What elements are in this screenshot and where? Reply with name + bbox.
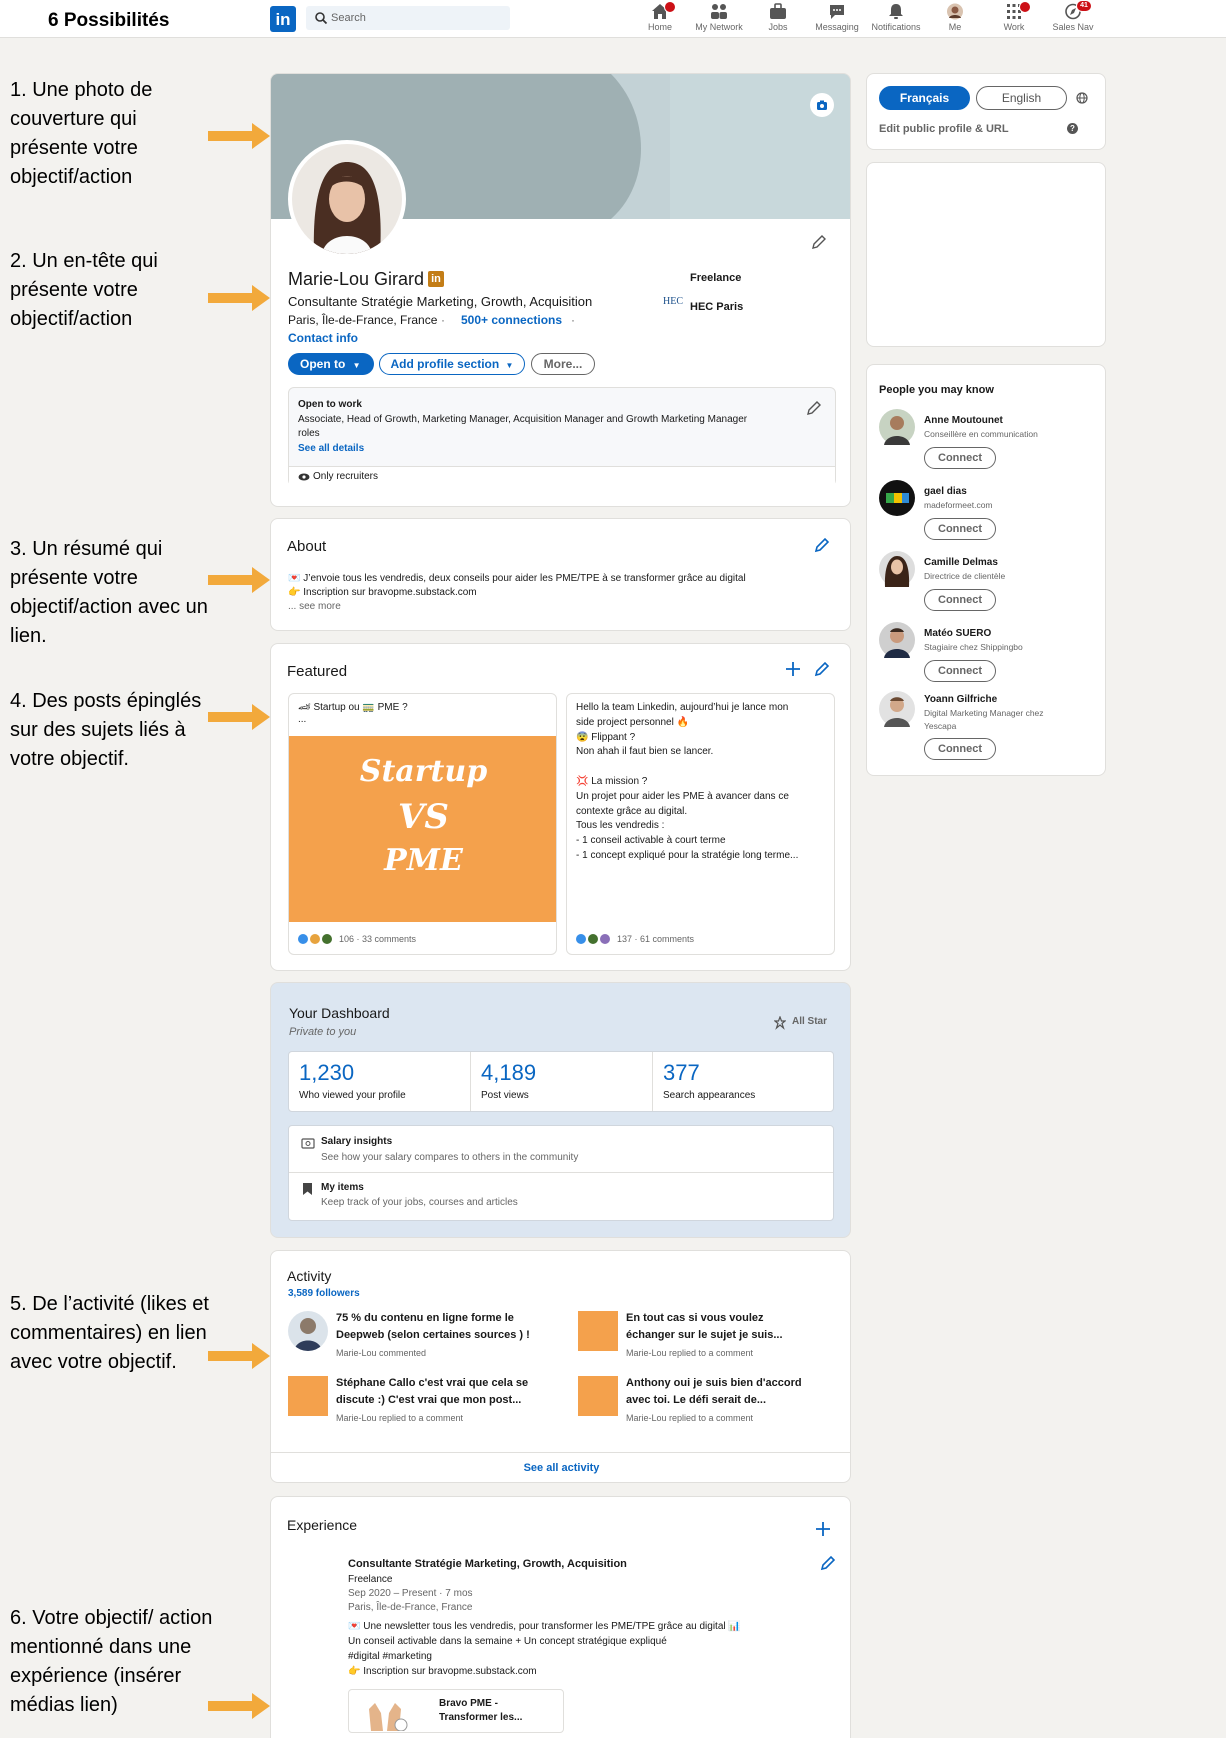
activity-meta: Marie-Lou replied to a comment [626,1348,754,1358]
post-2-line: Un projet pour aider les PME à avancer dans ce [576,790,789,802]
hec-logo: HEC [663,296,683,307]
annotation-4: 4. Des posts épinglés sur des sujets liés à votre objectif. [10,690,202,770]
activity-line-2: Deepweb (selon certaines sources ) ! [336,1329,530,1341]
post-2-line: Hello la team Linkedin, aujourd’hui je lance mon [576,702,789,713]
experience-dates: Sep 2020 – Present · 7 mos [348,1588,473,1599]
person-avatar[interactable] [879,691,915,727]
activity-thumbnail [578,1311,618,1351]
profile-headline: Consultante Stratégie Marketing, Growth, Acquisition [288,294,593,309]
annotation-6: 6. Votre objectif/ action mentionné dans une expérience (insérer médias lien) [10,1607,213,1716]
school-name[interactable]: HEC Paris [690,301,744,313]
reaction-icons [576,933,612,945]
eye-icon [298,473,310,481]
activity-line-1: Anthony oui je suis bien d'accord [626,1377,802,1389]
add-featured-plus-icon[interactable] [785,661,801,677]
person-title: Conseillère en communication [924,429,1038,439]
activity-thumbnail [288,1311,328,1351]
nav-sales-nav-label: Sales Nav [1052,22,1094,32]
featured-post-2-stats[interactable]: 137 · 61 comments [617,934,695,944]
activity-item[interactable] [288,1376,558,1432]
image-text-startup: Startup [359,754,488,789]
post-2-line: - 1 conseil activable à court terme [576,835,726,847]
dashboard-tools [288,1125,834,1221]
experience-desc-line: 💌 Une newsletter tous les vendredis, pour transformer les PME/TPE grâce au digital 📊 [348,1621,741,1632]
activity-line-1: En tout cas si vous voulez [626,1312,764,1324]
image-text-vs: VS [398,797,449,837]
open-to-work-box[interactable] [288,387,836,486]
messaging-icon [828,3,846,20]
nav-my-network-label: My Network [695,22,743,32]
dashboard-card [270,982,851,1238]
person-name[interactable]: Camille Delmas [924,557,998,568]
my-items-desc: Keep track of your jobs, courses and articles [321,1197,518,1208]
my-items-title: My items [321,1182,364,1193]
followers-count[interactable]: 3,589 followers [288,1288,360,1299]
star-level-icon [774,1016,786,1030]
dashboard-title: Your Dashboard [289,1005,390,1021]
arrow-icon [208,1341,270,1371]
edit-open-to-work-pencil-icon[interactable] [806,400,822,416]
featured-post-1[interactable] [288,693,557,955]
connections-link[interactable]: 500+ connections [461,313,563,327]
more-button[interactable]: More... [531,353,595,375]
activity-item[interactable] [578,1311,848,1367]
search-placeholder: Search [331,12,366,24]
profile-card [270,73,851,507]
nav-home[interactable] [627,0,693,38]
connect-button[interactable]: Connect [924,518,996,540]
experience-location: Paris, Île-de-France, France [348,1602,473,1613]
person-name[interactable]: Yoann Gilfriche [924,694,998,705]
activity-meta: Marie-Lou replied to a comment [626,1413,754,1423]
activity-meta: Marie-Lou commented [336,1348,427,1358]
image-text-pme: PME [384,843,463,878]
open-to-button[interactable] [288,353,374,375]
nav-jobs[interactable] [745,0,811,38]
activity-line-2: discute :) C'est vrai que mon post... [336,1394,522,1406]
annotation-2: 2. Un en-tête qui présente votre objectif/action [10,250,158,330]
nav-messaging[interactable] [804,0,870,38]
pymk-person [867,480,1106,550]
featured-card [270,643,851,971]
home-badge-dot [664,1,676,13]
person-avatar[interactable] [879,409,915,445]
nav-notifications[interactable] [863,0,929,38]
person-title: Stagiaire chez Shippingbo [924,642,1023,652]
experience-desc-line: Un conseil activable dans la semaine + Un concept stratégique expliqué [348,1636,667,1647]
stat-label: Search appearances [663,1090,756,1101]
sales-nav-badge: 41 [1076,0,1092,12]
salary-insights-row[interactable] [289,1126,833,1173]
connect-button[interactable]: Connect [924,447,996,469]
arrow-icon [208,1691,270,1721]
person-name[interactable]: Matéo SUERO [924,628,992,639]
open-to-label: Open to [300,357,346,371]
edit-public-profile-link[interactable]: Edit public profile & URL [879,123,1009,135]
pymk-person [867,622,1106,692]
nav-me-label: Me [948,22,962,32]
post-2-line: - 1 concept expliqué pour la stratégie long terme... [576,849,799,861]
network-icon [710,3,728,20]
media-title-line-1: Bravo PME - [439,1698,498,1709]
activity-card [270,1250,851,1483]
experience-card [270,1496,851,1738]
language-english-button[interactable]: English [976,86,1067,110]
post-2-line [576,760,828,775]
post-2-line: 💢 La mission ? [576,775,648,787]
edit-featured-pencil-icon[interactable] [814,661,830,677]
arrow-icon [208,565,270,595]
post-2-line: Tous les vendredis : [576,820,665,832]
about-card [270,518,851,631]
person-avatar[interactable] [879,622,915,658]
profile-photo-image [292,144,402,254]
activity-line-2: avec toi. Le défi serait de... [626,1394,766,1406]
profile-location: Paris, Île-de-France, France [288,313,438,327]
bookmark-icon [302,1182,313,1196]
stat-label: Who viewed your profile [299,1090,406,1101]
edit-about-pencil-icon[interactable] [814,537,830,553]
nav-home-label: Home [647,22,672,32]
ad-placeholder-card [866,162,1106,347]
featured-post-1-ellipsis: ... [298,714,307,725]
experience-role: Consultante Stratégie Marketing, Growth, Acquisition [348,1558,627,1570]
annotation-1: 1. Une photo de couverture qui présente votre objectif/action [10,79,153,188]
dashboard-stats-row [288,1051,834,1112]
about-line-2: 👉 Inscription sur bravopme.substack.com [288,587,477,598]
visibility-label: Only recruiters [313,471,379,482]
nav-notifications-label: Notifications [871,22,921,32]
stat-value: 377 [663,1060,700,1085]
current-company[interactable]: Freelance [690,272,742,284]
see-all-details-link[interactable]: See all details [298,443,365,454]
separator-dot: · [571,313,575,327]
activity-line-1: Stéphane Callo c'est vrai que cela se [336,1377,529,1389]
open-to-work-title: Open to work [298,399,362,410]
work-badge-dot [1019,1,1031,13]
post-2-line: contexte grâce au digital. [576,805,688,817]
about-title: About [287,538,327,555]
open-to-work-roles: Associate, Head of Growth, Marketing Manager, Acquisition Manager and Growth Marketing Manager roles [298,414,748,439]
bell-icon [887,3,905,20]
help-icon[interactable]: ? [1067,123,1078,134]
linkedin-logo[interactable]: in [270,6,296,32]
person-title: Digital Marketing Manager chez [924,708,1044,718]
activity-thumbnail [578,1376,618,1416]
salary-insights-title: Salary insights [321,1136,393,1147]
featured-post-1-caption: 🏎 Startup ou 🚃 PME ? [298,702,408,713]
person-title: Yescapa [924,721,957,731]
experience-desc-line: #digital #marketing [348,1651,432,1662]
featured-post-1-image [289,736,557,922]
salary-icon [301,1138,315,1149]
jobs-icon [769,3,787,20]
experience-desc-line: 👉 Inscription sur bravopme.substack.com [348,1666,537,1677]
nav-me[interactable] [922,0,988,38]
visibility-row [289,466,835,486]
search-input[interactable] [306,6,510,30]
add-profile-section-label: Add profile section [390,357,500,371]
stat-value: 4,189 [481,1060,537,1085]
caret-down-icon: ▼ [505,361,514,370]
connect-button[interactable]: Connect [924,589,996,611]
salary-insights-desc: See how your salary compares to others in the community [321,1152,579,1163]
nav-messaging-label: Messaging [815,22,859,32]
person-avatar[interactable] [879,551,915,587]
activity-title: Activity [287,1268,332,1284]
activity-item[interactable] [578,1376,848,1432]
separator-dot: · [441,313,445,327]
experience-title: Experience [287,1517,358,1533]
hands-clapping-icon [361,1693,409,1731]
annotation-5: 5. De l’activité (likes et commentaires) en lien avec votre objectif. [10,1293,209,1373]
stat-value: 1,230 [299,1060,355,1085]
activity-line-2: échanger sur le sujet je suis... [626,1329,783,1341]
post-2-line: 😨 Flippant ? [576,731,636,743]
arrow-icon [208,283,270,313]
see-more-link[interactable]: ... see more [288,601,341,612]
post-2-line: Non ahah il faut bien se lancer. [576,746,714,758]
nav-work-label: Work [1003,22,1025,32]
person-name[interactable]: gael dias [924,486,967,497]
camera-icon [816,99,828,111]
person-title: madeformeet.com [924,500,993,510]
dashboard-subtitle: Private to you [289,1026,357,1038]
stat-profile-views[interactable] [289,1052,471,1111]
page-heading: 6 Possibilités [48,10,170,31]
linkedin-premium-icon: in [428,271,444,287]
activity-thumbnail [288,1376,328,1416]
people-you-may-know-card [866,364,1106,776]
profile-name: Marie-Lou Girard [288,269,425,289]
person-name[interactable]: Anne Moutounet [924,415,1003,426]
see-all-activity-button[interactable] [271,1452,851,1483]
connect-button[interactable]: Connect [924,660,996,682]
nav-sales-nav[interactable] [1040,0,1106,38]
pymk-person [867,691,1106,771]
language-card [866,73,1106,150]
pymk-person [867,409,1106,479]
activity-line-1: 75 % du contenu en ligne forme le [336,1312,514,1324]
caret-down-icon: ▼ [352,361,361,370]
avatar-icon [946,3,964,20]
nav-jobs-label: Jobs [768,22,788,32]
profile-photo[interactable] [288,140,406,258]
experience-media-link[interactable] [348,1689,564,1733]
media-title-line-2: Transformer les... [439,1712,523,1723]
pymk-title: People you may know [879,384,994,396]
add-profile-section-button[interactable] [379,353,525,375]
featured-post-2[interactable] [566,693,835,955]
about-line-1: 💌 J’envoie tous les vendredis, deux conseils pour aider les PME/TPE à se transformer grâce au digital [288,573,746,584]
arrow-icon [208,702,270,732]
stat-label: Post views [481,1090,529,1101]
edit-experience-pencil-icon[interactable] [820,1555,836,1571]
pymk-person [867,551,1106,621]
top-navigation-bar [0,0,1226,38]
search-icon [314,11,328,25]
add-experience-plus-icon[interactable] [815,1521,831,1537]
annotation-3: 3. Un résumé qui présente votre objectif/action avec un lien. [10,538,208,647]
featured-post-2-text [576,701,828,864]
dashboard-level: All Star [792,1016,828,1027]
nav-my-network[interactable] [686,0,752,38]
language-french-button[interactable]: Français [879,86,970,110]
nav-work[interactable] [981,0,1047,38]
featured-post-1-stats[interactable]: 106 · 33 comments [339,934,417,944]
see-all-activity-label: See all activity [523,1462,600,1474]
globe-icon[interactable] [1076,92,1088,104]
connect-button[interactable]: Connect [924,738,996,760]
experience-company: Freelance [348,1574,393,1585]
person-avatar[interactable] [879,480,915,516]
activity-item[interactable] [288,1311,558,1367]
stat-search-appearances[interactable] [653,1052,833,1111]
featured-title: Featured [287,663,348,680]
person-title: Directrice de clientèle [924,571,1006,581]
edit-cover-button[interactable] [810,93,834,117]
post-2-line: side project personnel 🔥 [576,716,690,728]
my-items-row[interactable] [289,1173,833,1220]
contact-info-link[interactable]: Contact info [288,331,358,345]
reaction-icons [298,933,334,945]
activity-meta: Marie-Lou replied to a comment [336,1413,464,1423]
stat-post-views[interactable] [471,1052,653,1111]
arrow-icon [208,121,270,151]
person-thumbnail-icon [288,1311,328,1351]
edit-intro-pencil-icon[interactable] [811,234,827,250]
